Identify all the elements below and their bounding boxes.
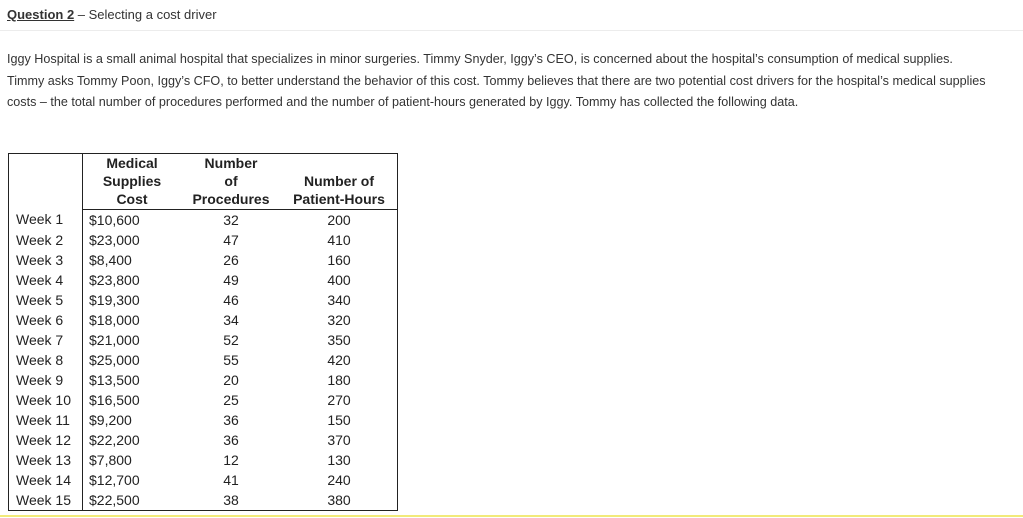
header-medical-supplies-cost bbox=[83, 154, 182, 210]
cost-cell: $23,800 bbox=[89, 271, 140, 288]
week-cell: Week 14 bbox=[9, 470, 83, 490]
table-row bbox=[9, 410, 398, 430]
question-label: Question 2 bbox=[7, 7, 75, 22]
table-row bbox=[9, 230, 398, 250]
patient-hours-cell: 380 bbox=[327, 491, 351, 508]
patient-hours-cell: 200 bbox=[327, 211, 351, 228]
cost-cell: $22,200 bbox=[89, 431, 140, 448]
week-cell: Week 12 bbox=[9, 430, 83, 450]
procedures-cell: 55 bbox=[223, 351, 239, 368]
table-row bbox=[9, 210, 398, 231]
cost-cell: $13,500 bbox=[89, 371, 140, 388]
table-row bbox=[9, 290, 398, 310]
table-row bbox=[9, 450, 398, 470]
procedures-cell: 26 bbox=[223, 251, 239, 268]
procedures-cell: 38 bbox=[223, 491, 239, 508]
header-cost-line-1: Medical bbox=[106, 155, 158, 171]
table-header-row bbox=[9, 154, 398, 210]
patient-hours-cell: 370 bbox=[327, 431, 351, 448]
week-cell: Week 7 bbox=[9, 330, 83, 350]
patient-hours-cell: 270 bbox=[327, 391, 351, 408]
procedures-cell: 49 bbox=[223, 271, 239, 288]
header-proc-line-1: Number bbox=[204, 155, 258, 171]
cost-cell: $9,200 bbox=[89, 411, 132, 428]
table-row bbox=[9, 430, 398, 450]
procedures-cell: 36 bbox=[223, 411, 239, 428]
patient-hours-cell: 180 bbox=[327, 371, 351, 388]
table-row bbox=[9, 470, 398, 490]
header-proc-line-3: Procedures bbox=[192, 191, 270, 207]
table-row bbox=[9, 370, 398, 390]
table-corner-cell bbox=[9, 154, 83, 210]
procedures-cell: 47 bbox=[223, 231, 239, 248]
header-cost-line-2: Supplies bbox=[102, 173, 162, 189]
patient-hours-cell: 400 bbox=[327, 271, 351, 288]
cost-cell: $25,000 bbox=[89, 351, 140, 368]
procedures-cell: 20 bbox=[223, 371, 239, 388]
week-cell: Week 6 bbox=[9, 310, 83, 330]
patient-hours-cell: 160 bbox=[327, 251, 351, 268]
week-cell: Week 9 bbox=[9, 370, 83, 390]
patient-hours-cell: 350 bbox=[327, 331, 351, 348]
question-heading bbox=[7, 7, 217, 22]
header-hours-line-1: Number of bbox=[304, 173, 374, 189]
procedures-cell: 36 bbox=[223, 431, 239, 448]
patient-hours-cell: 240 bbox=[327, 471, 351, 488]
cost-cell: $12,700 bbox=[89, 471, 140, 488]
procedures-cell: 41 bbox=[223, 471, 239, 488]
table-row bbox=[9, 270, 398, 290]
procedures-cell: 34 bbox=[223, 311, 239, 328]
patient-hours-cell: 150 bbox=[327, 411, 351, 428]
header-number-of-procedures bbox=[181, 154, 281, 210]
week-cell: Week 10 bbox=[9, 390, 83, 410]
week-cell: Week 3 bbox=[9, 250, 83, 270]
procedures-cell: 46 bbox=[223, 291, 239, 308]
patient-hours-cell: 130 bbox=[327, 451, 351, 468]
cost-cell: $18,000 bbox=[89, 311, 140, 328]
patient-hours-cell: 420 bbox=[327, 351, 351, 368]
cost-cell: $7,800 bbox=[89, 451, 132, 468]
patient-hours-cell: 410 bbox=[327, 231, 351, 248]
patient-hours-cell: 340 bbox=[327, 291, 351, 308]
week-cell: Week 4 bbox=[9, 270, 83, 290]
table-row bbox=[9, 390, 398, 410]
week-cell: Week 15 bbox=[9, 490, 83, 511]
cost-data-table bbox=[8, 153, 398, 511]
table-row bbox=[9, 350, 398, 370]
cost-cell: $23,000 bbox=[89, 231, 140, 248]
cost-cell: $10,600 bbox=[89, 211, 140, 228]
patient-hours-cell: 320 bbox=[327, 311, 351, 328]
cost-cell: $16,500 bbox=[89, 391, 140, 408]
week-cell: Week 1 bbox=[9, 210, 83, 231]
week-cell: Week 2 bbox=[9, 230, 83, 250]
table-row bbox=[9, 310, 398, 330]
header-proc-line-2: of bbox=[224, 173, 238, 189]
question-title: – Selecting a cost driver bbox=[74, 7, 217, 22]
week-cell: Week 8 bbox=[9, 350, 83, 370]
bottom-accent-divider bbox=[0, 515, 1023, 517]
procedures-cell: 12 bbox=[223, 451, 239, 468]
table-row bbox=[9, 490, 398, 511]
header-cost-line-3: Cost bbox=[116, 191, 148, 207]
procedures-cell: 25 bbox=[223, 391, 239, 408]
cost-cell: $22,500 bbox=[89, 491, 140, 508]
table-row bbox=[9, 330, 398, 350]
week-cell: Week 13 bbox=[9, 450, 83, 470]
cost-cell: $8,400 bbox=[89, 251, 132, 268]
procedures-cell: 52 bbox=[223, 331, 239, 348]
question-intro: Iggy Hospital is a small animal hospital that specializes in minor surgeries. Timmy Snyder, Iggy’s CEO, is concerned about the hospital’s consumption of medical supplies. Timmy asks Tommy Poon, Iggy’s CFO, to better understand the behavior of this cost. Tommy believes that there are two potential cost drivers for the hospital’s medical supplies costs – the total number of procedures performed and the number of patient-hours generated by Iggy. Tommy has collected the following data. bbox=[7, 52, 986, 109]
cost-cell: $19,300 bbox=[89, 291, 140, 308]
procedures-cell: 32 bbox=[223, 211, 239, 228]
week-cell: Week 5 bbox=[9, 290, 83, 310]
cost-cell: $21,000 bbox=[89, 331, 140, 348]
week-cell: Week 11 bbox=[9, 410, 83, 430]
header-hours-line-2: Patient-Hours bbox=[293, 191, 385, 207]
header-number-of-patient-hours bbox=[281, 154, 398, 210]
table-row bbox=[9, 250, 398, 270]
